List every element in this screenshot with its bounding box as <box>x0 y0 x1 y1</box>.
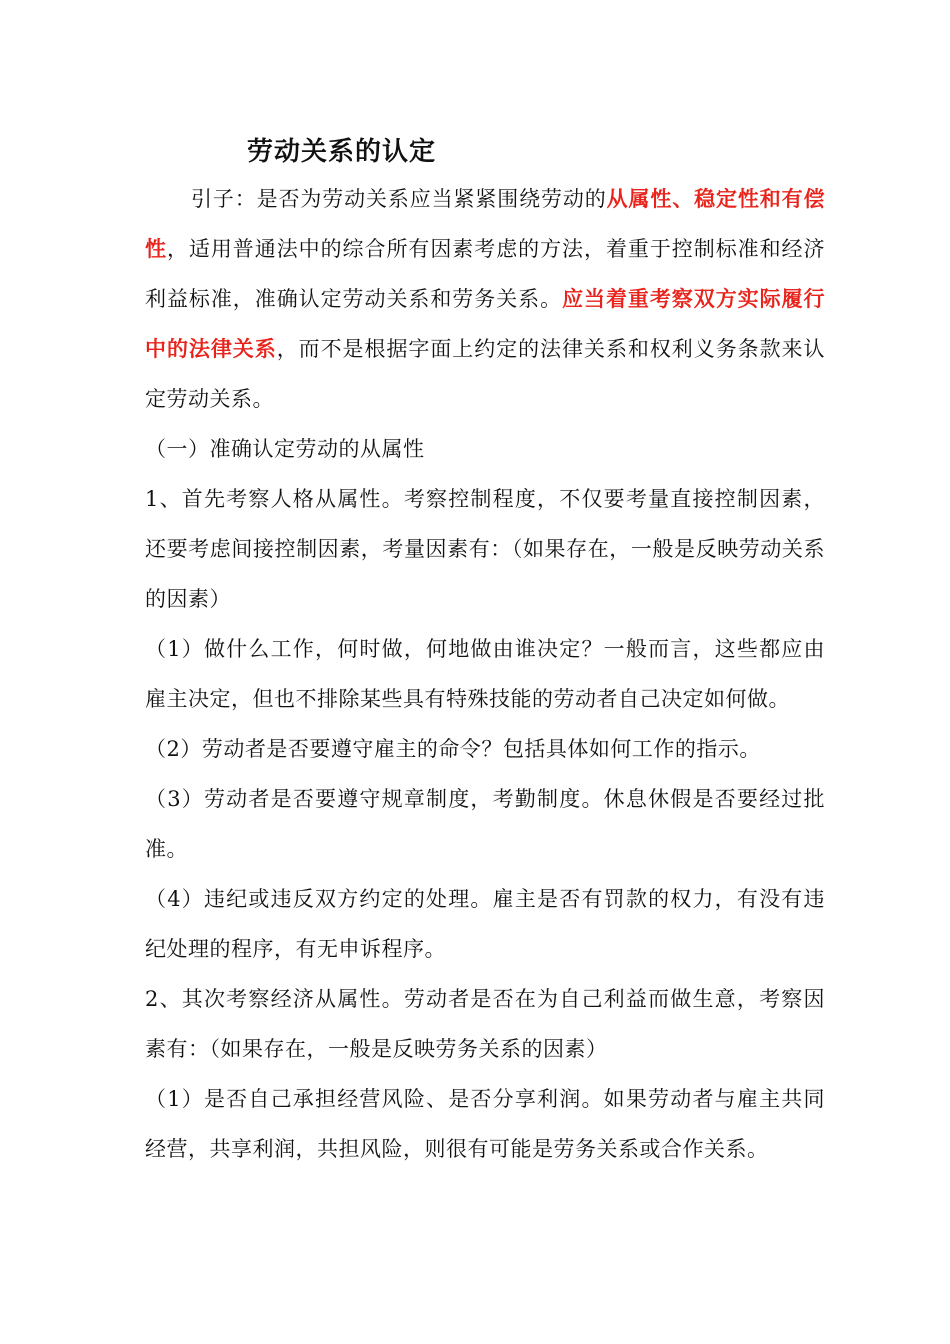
document-title: 劳动关系的认定 <box>247 137 437 167</box>
intro-paragraph <box>145 174 825 424</box>
point-1: 1、首先考察人格从属性。考察控制程度，不仅要考量直接控制因素，还要考虑间接控制因素，考量因素有：（如果存在，一般是反映劳动关系的因素） <box>145 487 825 611</box>
point-1-item-3: （3）劳动者是否要遵守规章制度，考勤制度。休息休假是否要经过批准。 <box>145 787 825 861</box>
section-heading: （一）准确认定劳动的从属性 <box>145 437 425 461</box>
point-2-item-1: （1）是否自己承担经营风险、是否分享利润。如果劳动者与雇主共同经营，共享利润，共担风险，则很有可能是劳务关系或合作关系。 <box>145 1087 825 1161</box>
point-1-item-1: （1）做什么工作，何时做，何地做由谁决定？一般而言，这些都应由雇主决定，但也不排除某些具有特殊技能的劳动者自己决定如何做。 <box>145 637 825 711</box>
document-page <box>145 130 825 1174</box>
intro-text-1: 引子：是否为劳动关系应当紧紧围绕劳动的 <box>191 187 607 211</box>
intro-highlight-2: 应当着重考察双方实际履行中的法律关系 <box>145 286 826 361</box>
intro-text-2: ，适用普通法中的综合所有因素考虑的方法，着重于控制标准和经济利益标准，准确认定劳动关系和劳务关系。 <box>145 237 826 311</box>
intro-text-3: ，而不是根据字面上约定的法律关系和权利义务条款来认定劳动关系。 <box>145 337 826 411</box>
intro-highlight-1: 从属性、稳定性和有偿性 <box>145 186 825 261</box>
point-1-item-4: （4）违纪或违反双方约定的处理。雇主是否有罚款的权力，有没有违纪处理的程序，有无申诉程序。 <box>145 887 825 961</box>
point-2: 2、其次考察经济从属性。劳动者是否在为自己利益而做生意，考察因素有：（如果存在，一般是反映劳务关系的因素） <box>145 987 825 1061</box>
point-1-item-2: （2）劳动者是否要遵守雇主的命令？包括具体如何工作的指示。 <box>145 737 761 761</box>
